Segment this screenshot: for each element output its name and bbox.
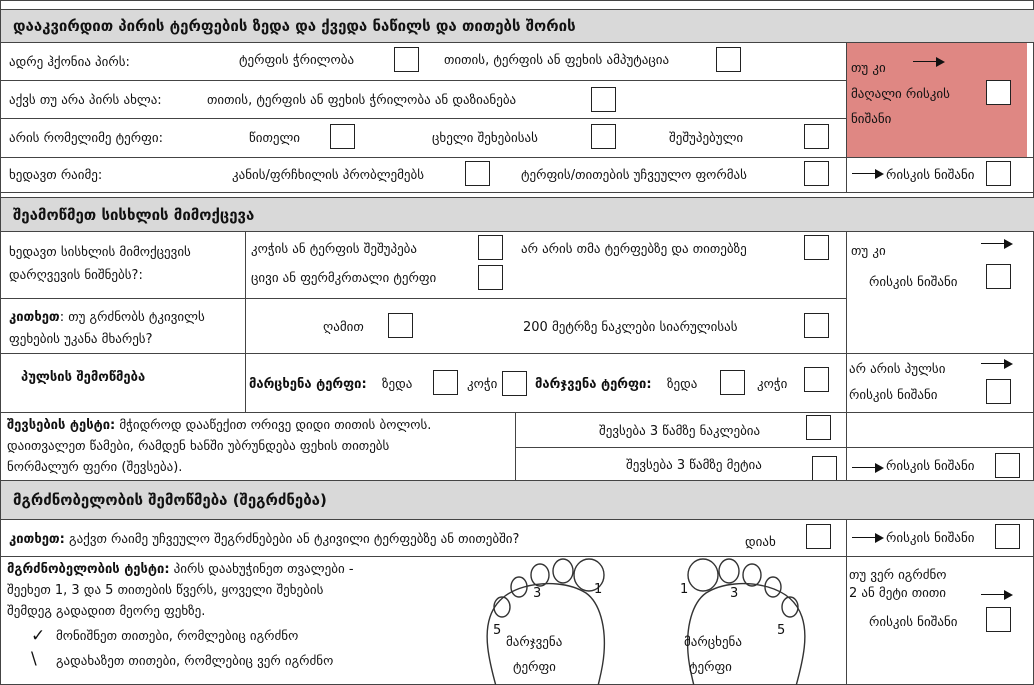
no-hair-checkbox[interactable]: [804, 235, 829, 260]
right-toe-1-label: 1: [594, 582, 603, 597]
arrow-right-icon: [981, 358, 1013, 370]
right-foot-caption-1: მარჯვენა: [506, 635, 563, 650]
risk-sign-label: რისკის ნიშანი: [886, 459, 975, 474]
two-or-more-label: 2 ან მეტი თითი: [849, 586, 946, 601]
risk-sign-label: რისკის ნიშანი: [849, 388, 938, 403]
refill-less-label: შევსება 3 წამზე ნაკლებია: [599, 424, 761, 439]
checkmark-icon: ✓: [31, 626, 46, 646]
cold-pale-label: ცივი ან ფერმკრთალი ტერფი: [251, 271, 437, 286]
walking-pain-label: 200 მეტრზე ნაკლები სიარულისას: [523, 320, 738, 335]
pulse-risk-checkbox[interactable]: [986, 379, 1011, 404]
right-top-pulse-checkbox[interactable]: [720, 370, 745, 395]
deformity-label: ტერფის/თითების უჩვეულო ფორმას: [521, 168, 747, 183]
refill-more-checkbox[interactable]: [812, 456, 837, 481]
left-top-pulse-checkbox[interactable]: [433, 370, 458, 395]
left-ankle-label: კოჭი: [467, 377, 498, 392]
no-hair-label: არ არის თმა ტერფებზე და თითებზე: [521, 242, 747, 257]
deformity-checkbox[interactable]: [804, 161, 829, 186]
prior-ulcer-label: ტერფის ჭრილობა: [239, 53, 355, 68]
cannot-feel-label: თუ ვერ იგრძნო: [849, 568, 947, 583]
swelling-label: კოჭის ან ტერფის შეშუპება: [251, 242, 418, 257]
see-anything-label: ხედავთ რაიმე:: [9, 168, 103, 183]
right-foot-label: მარჯვენა ტერფი:: [535, 377, 652, 392]
mark-felt-label: მონიშნეთ თითები, რომლებიც იგრძნო: [56, 629, 299, 644]
left-toe-3-label: 3: [730, 586, 739, 601]
refill-more-label: შევსება 3 წამზე მეტია: [626, 458, 762, 473]
hot-label: ცხელი შეხებისას: [432, 131, 538, 146]
swollen-checkbox[interactable]: [804, 124, 829, 149]
red-label: წითელი: [249, 131, 301, 146]
cold-pale-checkbox[interactable]: [478, 265, 503, 290]
sensation-risk-checkbox[interactable]: [995, 524, 1020, 549]
left-top-label: ზედა: [382, 377, 413, 392]
left-foot-caption-1: მარცხენა: [684, 635, 742, 650]
prior-ulcer-checkbox[interactable]: [394, 47, 419, 72]
left-toe-1-label: 1: [680, 582, 689, 597]
walking-pain-checkbox[interactable]: [804, 313, 829, 338]
skin-nail-label: კანის/ფრჩხილის პრობლემებს: [232, 168, 425, 183]
right-ankle-pulse-checkbox[interactable]: [804, 367, 829, 392]
high-risk-label: მაღალი რისკის: [851, 87, 950, 102]
monofilament-risk-checkbox[interactable]: [986, 607, 1011, 632]
swelling-checkbox[interactable]: [478, 235, 503, 260]
left-toe-5-label: 5: [777, 623, 786, 638]
strike-mark-icon: \: [31, 649, 37, 669]
right-ankle-label: კოჭი: [757, 377, 788, 392]
red-checkbox[interactable]: [330, 124, 355, 149]
ask-pain-line1: კითხეთ: თუ გრძნობს ტკივილს: [9, 310, 205, 325]
right-toe-3-label: 3: [533, 586, 542, 601]
risk-sign-label: რისკის ნიშანი: [886, 168, 975, 183]
right-top-label: ზედა: [667, 377, 698, 392]
arrow-right-icon: [981, 589, 1013, 601]
refill-test-text: შევსების ტესტი: მჭიდროდ დააწექით ორივე დიდი თითის ბოლოს. დაითვალეთ წამები, რამდენ ხანში უბრუნდება ფეხის თითებს ნორმალურ ფერი (შევსება).: [7, 418, 432, 475]
risk-sign-label: რისკის ნიშანი: [886, 531, 975, 546]
arrow-right-icon: [981, 238, 1013, 250]
skin-nail-checkbox[interactable]: [465, 161, 490, 186]
previous-history-label: ადრე ჰქონია პირს:: [9, 55, 130, 70]
pulse-check-title: პულსის შემოწმება: [21, 370, 146, 385]
arrow-right-icon: [852, 462, 884, 474]
mark-not-felt-label: გადახაზეთ თითები, რომლებიც ვერ იგრძნო: [56, 654, 334, 669]
right-toe-5-label: 5: [493, 623, 502, 638]
high-risk-checkbox[interactable]: [986, 80, 1011, 105]
night-pain-label: ღამით: [323, 320, 364, 335]
sensation-yes-checkbox[interactable]: [806, 524, 831, 549]
current-condition-label: აქვს თუ არა პირს ახლა:: [9, 93, 162, 108]
ask-sensation-text: კითხეთ: გაქვთ რაიმე უჩვეულო შეგრძნებები ან ტკივილი ტერფებზე ან თითებში?: [9, 532, 520, 547]
current-ulcer-label: თითის, ტერფის ან ფეხის ჭრილობა ან დაზიანება: [207, 93, 517, 108]
refill-risk-checkbox[interactable]: [995, 453, 1020, 478]
refill-less-checkbox[interactable]: [806, 415, 831, 440]
monofilament-test-text: მგრძნობელობის ტესტი: პირს დაახუჭინეთ თვალები - შეეხეთ 1, 3 და 5 თითების წვერს, ყოველი შეხების შემდეგ გადადით მეორე ფეხზე.: [7, 562, 354, 619]
no-pulse-label: არ არის პულსი: [849, 362, 946, 377]
risk-sign-label: რისკის ნიშანი: [869, 615, 958, 630]
risk-sign-checkbox[interactable]: [986, 161, 1011, 186]
left-foot-label: მარცხენა ტერფი:: [249, 377, 367, 392]
hot-checkbox[interactable]: [591, 124, 616, 149]
high-risk-sign-label: ნიშანი: [851, 112, 892, 127]
circulation-risk-checkbox[interactable]: [986, 264, 1011, 289]
if-yes-label: თუ კი: [851, 244, 886, 259]
risk-sign-label: რისკის ნიშანი: [869, 275, 958, 290]
prior-amputation-label: თითის, ტერფის ან ფეხის ამპუტაცია: [444, 53, 670, 68]
yes-label: დიახ: [745, 535, 776, 550]
arrow-right-icon: [852, 168, 884, 180]
swollen-label: შეშუპებული: [669, 131, 744, 146]
section-header-inspect: დააკვირდით პირის ტერფების ზედა და ქვედა ნაწილს და თითებს შორის: [1, 9, 1034, 43]
section-header-circulation: შეამოწმეთ სისხლის მიმოქცევა: [1, 197, 1034, 232]
ask-pain-line2: ფეხების უკანა მხარეს?: [9, 332, 153, 347]
if-yes-label: თუ კი: [851, 61, 886, 76]
prior-amputation-checkbox[interactable]: [716, 47, 741, 72]
arrow-right-icon: [852, 532, 884, 544]
left-ankle-pulse-checkbox[interactable]: [502, 371, 527, 396]
left-foot-caption-2: ტერფი: [689, 660, 732, 675]
foot-appearance-label: არის რომელიმე ტერფი:: [9, 131, 163, 146]
arrow-right-icon: [913, 56, 945, 68]
current-ulcer-checkbox[interactable]: [591, 87, 616, 112]
circulation-q-line1: ხედავთ სისხლის მიმოქცევის: [9, 245, 191, 260]
circulation-q-line2: დარღვევის ნიშნებს?:: [9, 268, 143, 283]
night-pain-checkbox[interactable]: [388, 313, 413, 338]
right-foot-caption-2: ტერფი: [513, 660, 556, 675]
section-header-sensation: მგრძნობელობის შემოწმება (შეგრძნება): [1, 480, 1034, 520]
